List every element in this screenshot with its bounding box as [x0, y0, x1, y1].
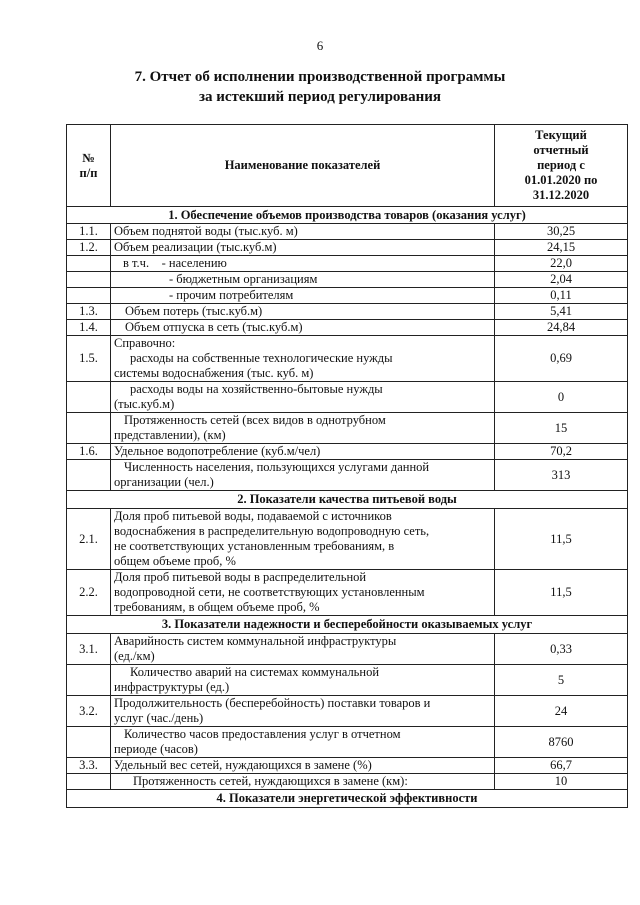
- section-row: [67, 790, 628, 808]
- table-row: - бюджетным организациям 2,04: [67, 272, 628, 288]
- table-row: 1.1. Объем поднятой воды (тыс.куб. м) 30,25: [67, 224, 628, 240]
- section-1-title: 1. Обеспечение объемов производства товаров (оказания услуг): [67, 207, 628, 224]
- table-row: Количество аварий на системах коммунальной инфраструктуры (ед.) 5: [67, 665, 628, 696]
- table-row: 1.3. Объем потерь (тыс.куб.м) 5,41: [67, 304, 628, 320]
- page-number: 6: [316, 38, 324, 53]
- table-row: 1.4. Объем отпуска в сеть (тыс.куб.м) 24,84: [67, 320, 628, 336]
- table-row: - прочим потребителям 0,11: [67, 288, 628, 304]
- table-row: 2.1. Доля проб питьевой воды, подаваемой с источников водоснабжения в распределительную водопроводную сеть, не соответствующих установленным требованиям, в общем объеме проб, % 11,5: [67, 509, 628, 570]
- header-value: Текущий отчетный период с 01.01.2020 по 31.12.2020: [495, 125, 628, 207]
- table-row: 1.5. Справочно: расходы на собственные технологические нужды системы водоснабжения (тыс. куб. м) 0,69: [67, 336, 628, 382]
- section-4-title: 4. Показатели энергетической эффективности: [67, 790, 628, 808]
- section-row: [67, 207, 628, 224]
- table-row: Численность населения, пользующихся услугами данной организации (чел.) 313: [67, 460, 628, 491]
- report-title: [0, 67, 640, 107]
- title-line-2: за истекший период регулирования: [198, 89, 442, 105]
- report-table: [66, 124, 628, 808]
- section-row: [67, 616, 628, 634]
- table-header-row: [67, 125, 628, 207]
- header-name: Наименование показателей: [111, 125, 495, 207]
- table-row: расходы воды на хозяйственно-бытовые нужды (тыс.куб.м) 0: [67, 382, 628, 413]
- section-3-title: 3. Показатели надежности и бесперебойности оказываемых услуг: [67, 616, 628, 634]
- table-row: Количество часов предоставления услуг в отчетном периоде (часов) 8760: [67, 727, 628, 758]
- section-row: [67, 491, 628, 509]
- table-row: 3.2. Продолжительность (бесперебойность) поставки товаров и услуг (час./день) 24: [67, 696, 628, 727]
- table-row: Протяженность сетей, нуждающихся в замене (км): 10: [67, 774, 628, 790]
- table-row: 3.3. Удельный вес сетей, нуждающихся в замене (%) 66,7: [67, 758, 628, 774]
- table-row: 1.6. Удельное водопотребление (куб.м/чел) 70,2: [67, 444, 628, 460]
- section-2-title: 2. Показатели качества питьевой воды: [67, 491, 628, 509]
- table-row: 1.2. Объем реализации (тыс.куб.м) 24,15: [67, 240, 628, 256]
- header-num: № п/п: [67, 125, 111, 207]
- table-row: 3.1. Аварийность систем коммунальной инфраструктуры (ед./км) 0,33: [67, 634, 628, 665]
- table-row: Протяженность сетей (всех видов в однотрубном представлении), (км) 15: [67, 413, 628, 444]
- title-line-1: 7. Отчет об исполнении производственной программы: [134, 69, 506, 85]
- table-row: 2.2. Доля проб питьевой воды в распределительной водопроводной сети, не соответствующих установленным требованиям, в общем объеме проб, % 11,5: [67, 570, 628, 616]
- table-row: в т.ч. - населению 22,0: [67, 256, 628, 272]
